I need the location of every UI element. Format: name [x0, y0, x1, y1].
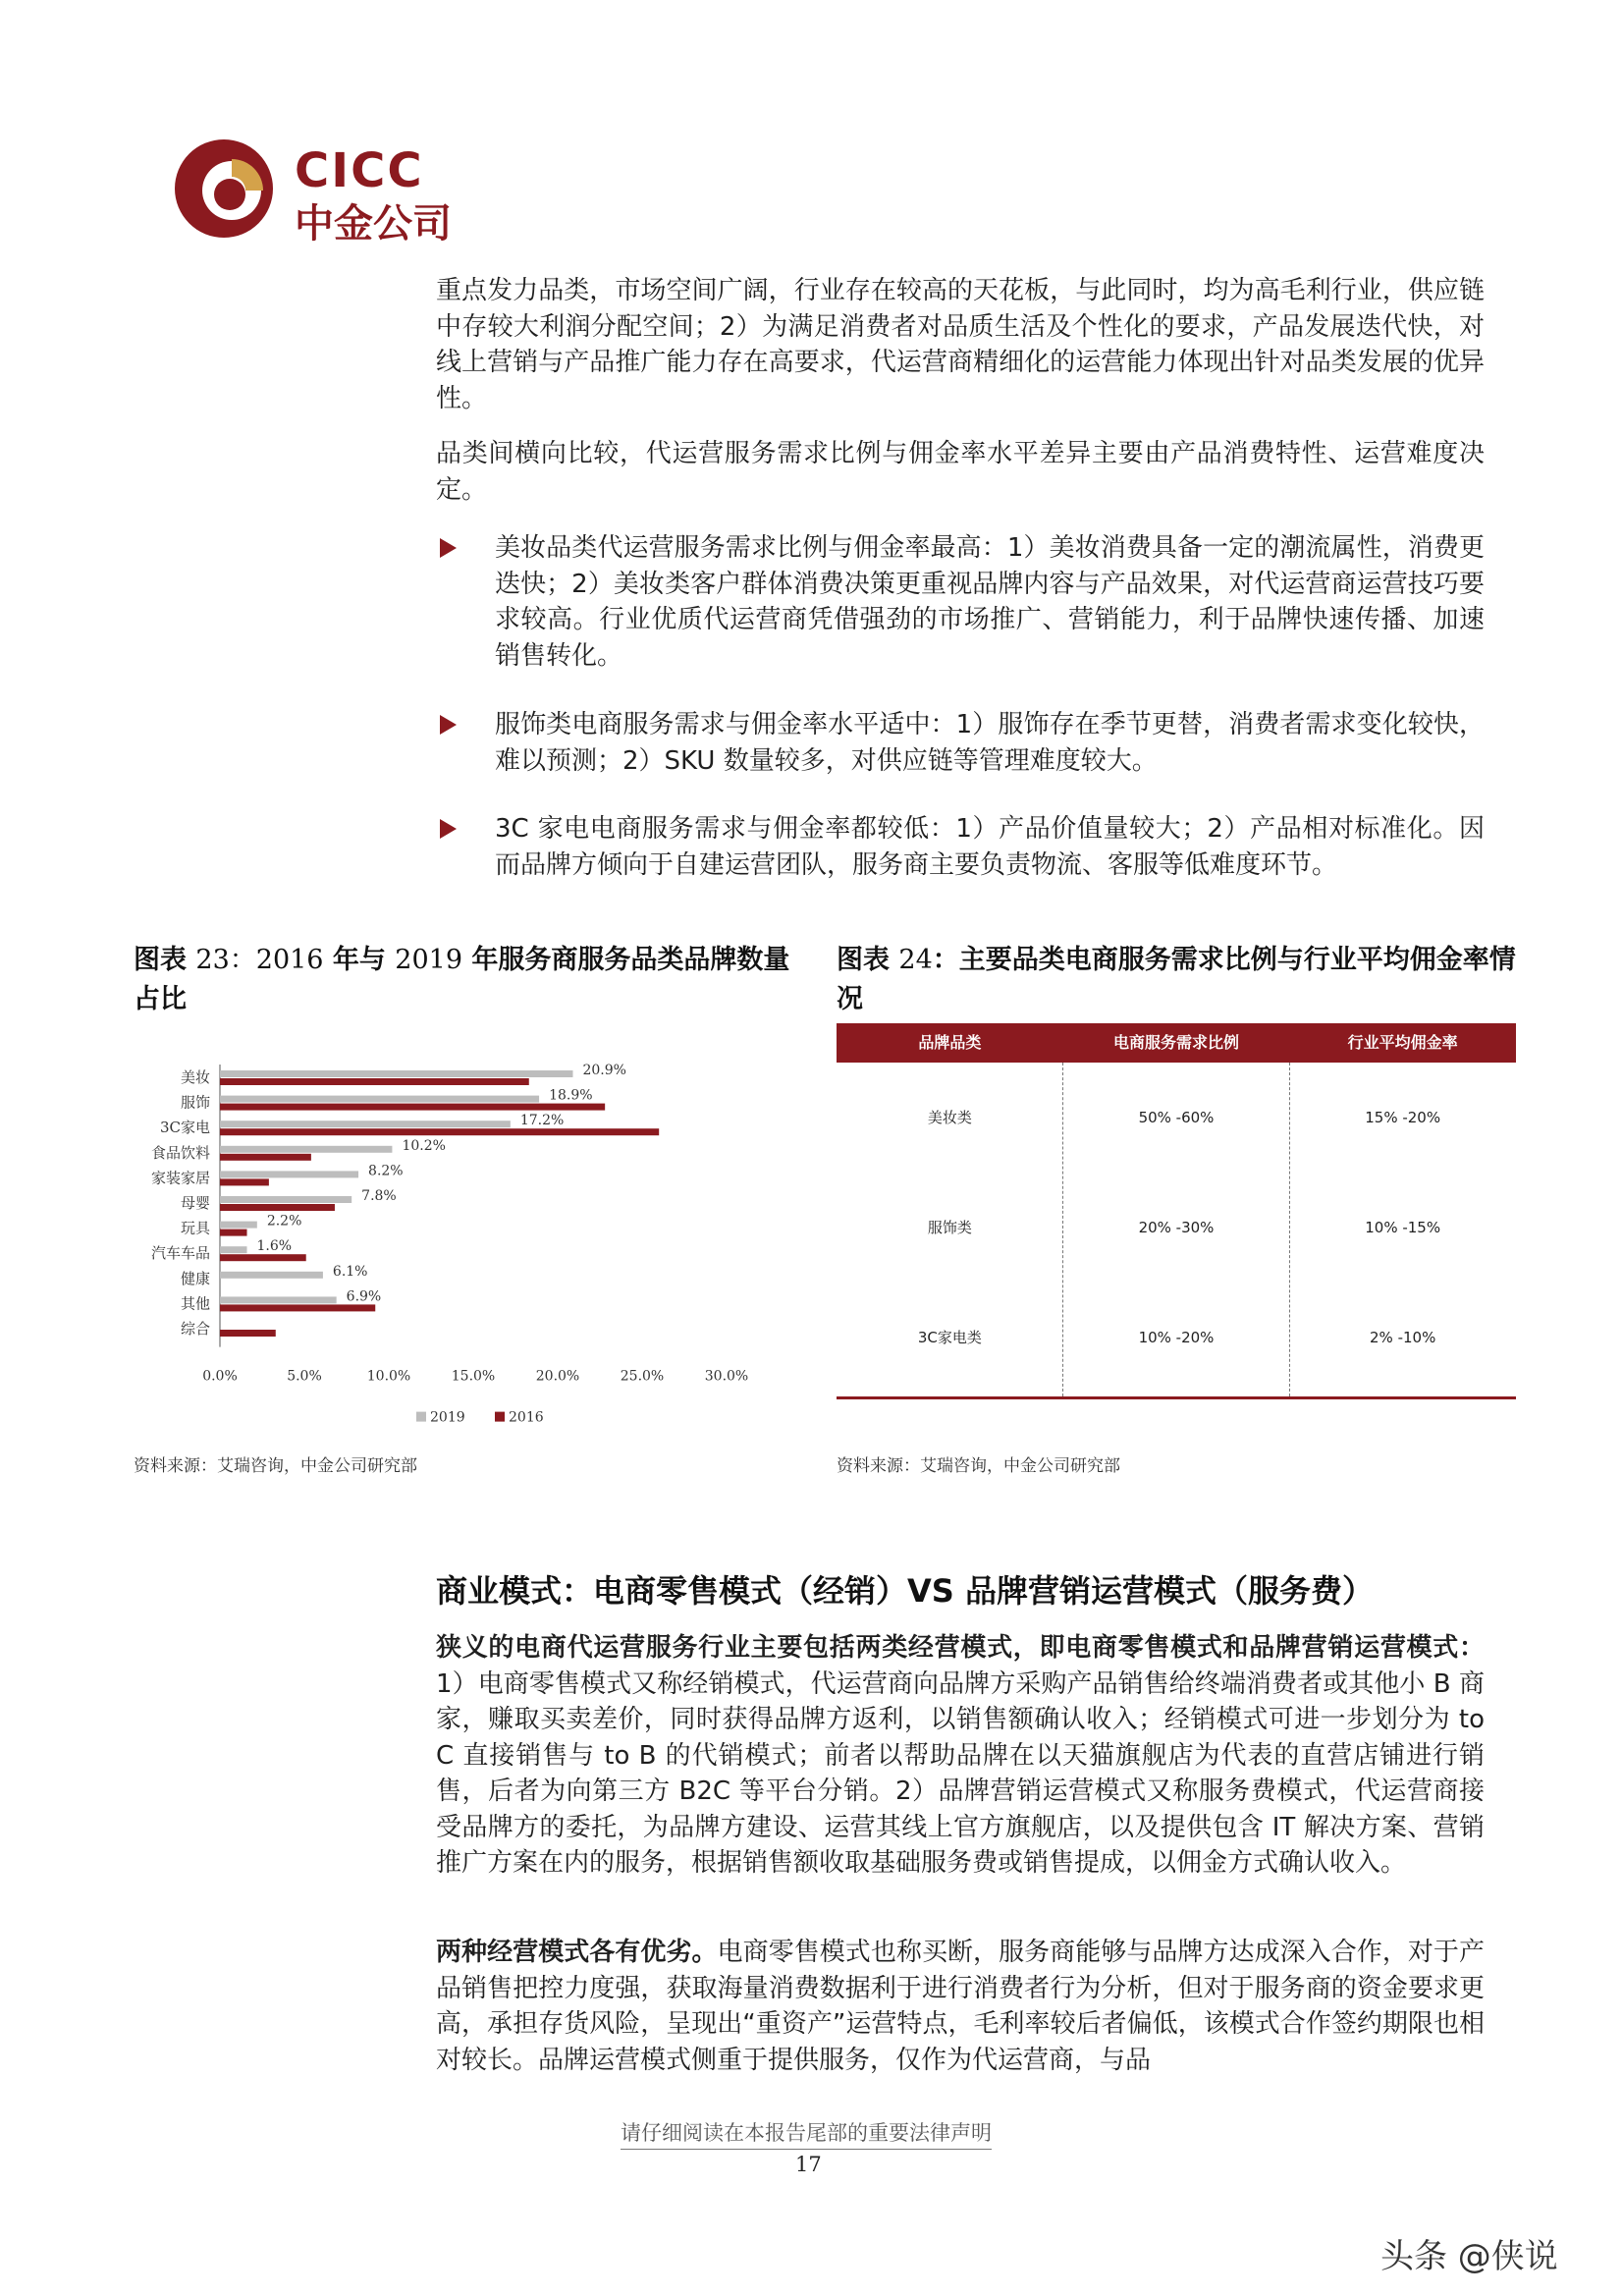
bar-2019: [220, 1296, 337, 1303]
table-cell: 美妆类: [927, 1109, 972, 1126]
category-label: 健康: [180, 1269, 210, 1287]
legend-label: 2019: [430, 1409, 465, 1422]
table-cell: 50% -60%: [1138, 1109, 1215, 1126]
bar-2016: [220, 1330, 276, 1337]
bar-2016: [220, 1304, 375, 1311]
table-header-cell: 行业平均佣金率: [1347, 1033, 1458, 1052]
table-cell: 20% -30%: [1138, 1219, 1215, 1236]
data-label: 6.1%: [332, 1263, 368, 1280]
bullet-item-beauty: [440, 530, 1485, 674]
table-cell: 10% -20%: [1138, 1329, 1215, 1346]
table-cell: 10% -15%: [1365, 1219, 1441, 1236]
category-label: 玩具: [180, 1219, 210, 1237]
legal-notice-footer: 请仔细阅读在本报告尾部的重要法律声明: [621, 2117, 992, 2150]
table-cell: 3C家电类: [917, 1329, 982, 1346]
bar-2019: [220, 1222, 257, 1229]
x-tick-label: 5.0%: [287, 1368, 322, 1385]
table-cell: 服饰类: [927, 1219, 972, 1236]
table-cell: 2% -10%: [1370, 1329, 1436, 1346]
intro-paragraph-1: [436, 273, 1485, 416]
category-label: 家装家居: [150, 1169, 210, 1187]
bar-2016: [220, 1078, 529, 1085]
figure-23-bar-chart: [134, 1049, 782, 1422]
watermark: 头条 @侠说: [1380, 2237, 1558, 2276]
bar-2019: [220, 1171, 358, 1177]
x-tick-label: 30.0%: [704, 1368, 749, 1385]
data-label: 2.2%: [266, 1213, 302, 1230]
section-paragraph-1: [436, 1630, 1485, 1882]
data-label: 20.9%: [582, 1063, 626, 1078]
figure-23-title: 图表 23：2016 年与 2019 年服务商服务品类品牌数量占比: [134, 945, 790, 1014]
bullet-text: 服饰类电商服务需求与佣金率水平适中：1）服饰存在季节更替，消费者需求变化较快，难以预测；2）SKU 数量较多，对供应链等管理难度较大。: [495, 710, 1485, 776]
x-tick-label: 10.0%: [366, 1368, 411, 1385]
bar-2019: [220, 1272, 323, 1279]
legend-swatch: [495, 1412, 505, 1422]
bar-2016: [220, 1178, 269, 1185]
table-header-cell: 品牌品类: [918, 1033, 982, 1052]
bullet-item-3c: [440, 811, 1485, 883]
table-cell: 15% -20%: [1365, 1109, 1441, 1126]
x-tick-label: 20.0%: [535, 1368, 580, 1385]
bullet-text: 美妆品类代运营服务需求比例与佣金率最高：1）美妆消费具备一定的潮流属性，消费更迭快；2）美妆类客户群体消费决策更重视品牌内容与产品效果，对代运营商运营技巧要求较高。行业优质代运营商凭借强劲的市场推广、营销能力，利于品牌快速传播、加速销售转化。: [495, 533, 1485, 671]
table-row: [837, 1063, 1516, 1173]
data-label: 7.8%: [361, 1188, 397, 1204]
bullet-item-apparel: [440, 707, 1485, 779]
bar-2016: [220, 1154, 311, 1161]
data-label: 17.2%: [519, 1113, 565, 1129]
category-label: 母婴: [180, 1194, 210, 1212]
figure-24-source: 资料来源：艾瑞咨询，中金公司研究部: [837, 1456, 1120, 1476]
cicc-logo-icon: [173, 137, 275, 240]
x-tick-label: 25.0%: [620, 1368, 665, 1385]
legend-swatch: [416, 1412, 426, 1422]
logo-text-en: CICC: [295, 143, 424, 198]
category-label: 综合: [180, 1320, 210, 1338]
category-label: 3C家电: [159, 1119, 210, 1137]
table-body: [837, 1063, 1516, 1396]
x-tick-label: 15.0%: [451, 1368, 496, 1385]
page-number: 17: [795, 2153, 822, 2176]
triangle-bullet-icon: [440, 819, 457, 839]
bar-2016: [220, 1204, 335, 1211]
category-label: 其他: [180, 1294, 210, 1313]
section-paragraph-2: [436, 1935, 1485, 2078]
bar-2019: [220, 1146, 392, 1153]
figure-23-source: 资料来源：艾瑞咨询，中金公司研究部: [134, 1456, 417, 1476]
triangle-bullet-icon: [440, 715, 457, 735]
bar-2019: [220, 1246, 247, 1253]
category-label: 服饰: [180, 1093, 210, 1112]
section-heading: 商业模式：电商零售模式（经销）VS 品牌营销运营模式（服务费）: [436, 1572, 1374, 1610]
bar-2019: [220, 1121, 511, 1127]
figure-24-table: [837, 1023, 1516, 1399]
table-divider: [1062, 1063, 1063, 1396]
figure-24-title: 图表 24：主要品类电商服务需求比例与行业平均佣金率情况: [837, 945, 1516, 1014]
cicc-logo: [173, 137, 467, 246]
bar-2016: [220, 1230, 247, 1236]
intro-text-1: 重点发力品类，市场空间广阔，行业存在较高的天花板，与此同时，均为高毛利行业，供应链中存较大利润分配空间；2）为满足消费者对品质生活及个性化的要求，产品发展迭代快，对线上营销与产品推广能力存在高要求，代运营商精细化的运营能力体现出针对品类发展的优异性。: [436, 276, 1485, 413]
section-para1-text: 1）电商零售模式又称经销模式，代运营商向品牌方采购产品销售给终端消费者或其他小 B 商家，赚取买卖差价，同时获得品牌方返利，以销售额确认收入；经销模式可进一步划分为 to C 直接销售与 to B 的代销模式；前者以帮助品牌在以天猫旗舰店为代表的直营店铺进行销售，后者为向第三方 B2C 等平台分销。2）品牌营销运营模式又称服务费模式，代运营商接受品牌方的委托，为品牌方建设、运营其线上官方旗舰店，以及提供包含 IT 解决方案、营销推广方案在内的服务，根据销售额收取基础服务费或销售提成，以佣金方式确认收入。: [436, 1668, 1485, 1878]
data-label: 8.2%: [368, 1163, 404, 1179]
table-header-cell: 电商服务需求比例: [1113, 1033, 1240, 1052]
table-row: [837, 1173, 1516, 1283]
bar-2019: [220, 1196, 351, 1203]
bar-2016: [220, 1104, 605, 1111]
x-tick-label: 0.0%: [202, 1368, 238, 1385]
category-label: 美妆: [180, 1068, 210, 1086]
bar-2016: [220, 1254, 306, 1261]
data-label: 1.6%: [256, 1238, 293, 1255]
section-para1-lead: 狭义的电商代运营服务行业主要包括两类经营模式，即电商零售模式和品牌营销运营模式：: [436, 1633, 1485, 1663]
data-label: 10.2%: [402, 1137, 446, 1154]
table-header-row: [837, 1023, 1516, 1063]
bar-2019: [220, 1096, 539, 1103]
category-label: 汽车车品: [150, 1244, 210, 1263]
table-divider: [1289, 1063, 1290, 1396]
bar-2016: [220, 1128, 659, 1135]
intro-text-2: 品类间横向比较，代运营服务需求比例与佣金率水平差异主要由产品消费特性、运营难度决定。: [436, 439, 1485, 505]
triangle-bullet-icon: [440, 538, 457, 558]
category-label: 食品饮料: [150, 1143, 210, 1162]
bar-2019: [220, 1070, 572, 1077]
data-label: 6.9%: [346, 1288, 382, 1305]
section-para2-text: 电商零售模式也称买断，服务商能够与品牌方达成深入合作，对于产品销售把控力度强，获取海量消费数据利于进行消费者行为分析，但对于服务商的资金要求更高，承担存货风险，呈现出“重资产”运营特点，毛利率较后者偏低，该模式合作签约期限也相对较长。品牌运营模式侧重于提供服务，仅作为代运营商，与品: [436, 1938, 1485, 2075]
intro-paragraph-2: [436, 436, 1485, 508]
legend-label: 2016: [509, 1409, 544, 1422]
bullet-text: 3C 家电电商服务需求与佣金率都较低：1）产品价值量较大；2）产品相对标准化。因而品牌方倾向于自建运营团队，服务商主要负责物流、客服等低难度环节。: [495, 814, 1485, 880]
section-para2-lead: 两种经营模式各有优劣。: [436, 1938, 718, 1967]
table-row: [837, 1283, 1516, 1393]
data-label: 18.9%: [549, 1087, 593, 1104]
logo-text-zh: 中金公司: [295, 201, 452, 246]
